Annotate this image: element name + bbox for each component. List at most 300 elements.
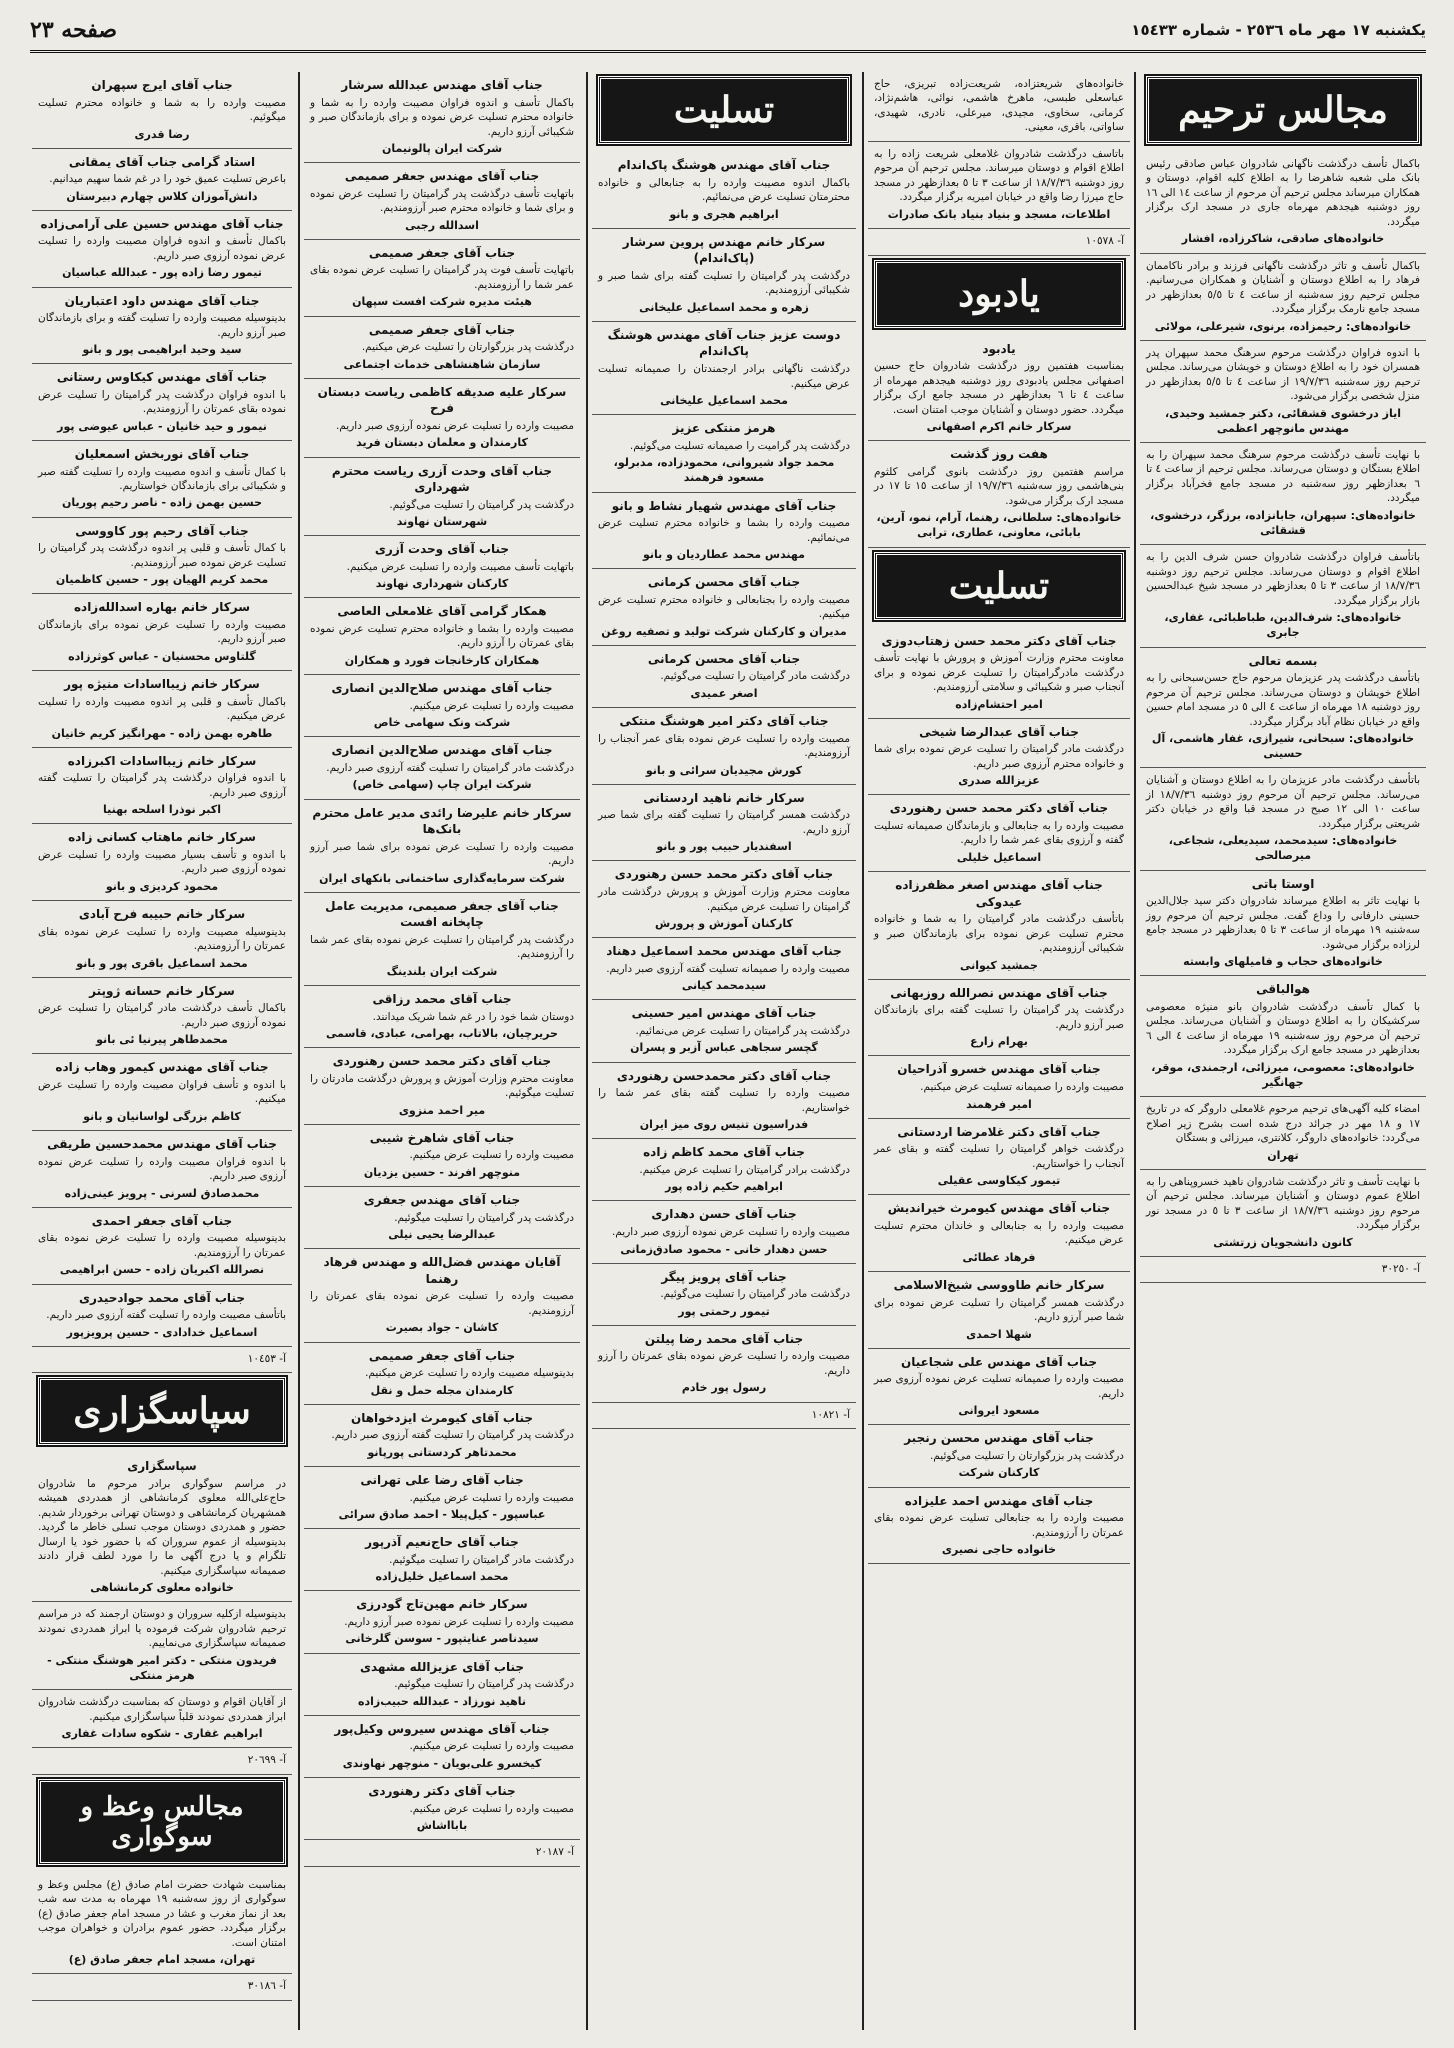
vaaz-ads: [32, 1873, 292, 2001]
notice-body: مصیبت وارده را تسلیت عرض نموده بقای عمر آنجناب را آرزومندیم.: [598, 732, 850, 760]
notice-ad: [32, 1285, 292, 1347]
notice-signature: تیمور کیکاوسی عقیلی: [937, 1174, 1061, 1188]
notice-ad: [304, 1654, 580, 1716]
notice-body: مصیبت وارده را تسلیت عرض میکنیم.: [409, 1491, 574, 1504]
notice-heading: جناب آقای جعفر صمیمی: [368, 245, 516, 260]
notice-ad: [592, 322, 856, 415]
notice-heading: جناب آقای مهندس کیمور وهاب زاده: [55, 1060, 269, 1075]
notice-ad: [304, 1249, 580, 1342]
notice-ad: [304, 458, 580, 537]
notice-ad: [868, 628, 1130, 719]
notice-ad: [32, 211, 292, 288]
notice-ad: [868, 719, 1130, 796]
notice-ad: [304, 1467, 580, 1529]
notice-body: باعرض تسلیت عمیق خود را در غم شما سهیم میدانیم.: [49, 173, 286, 186]
notice-body: مصیبت وارده را تسلیت عرض نموده بقای عمرتان را آرزومندیم.: [310, 1290, 574, 1317]
notice-body: درگذشت همسر گرامیتان را تسلیت عرض نموده برای شما صبر آرزو داریم.: [874, 1296, 1124, 1324]
notice-ad: [304, 163, 580, 240]
notice-signature: مدیران و کارکنان شرکت تولید و تصفیه روغن: [601, 624, 847, 638]
notice-signature: گچسر سجاهی عباس آزبر و پسران: [630, 1041, 818, 1055]
notice-signature: حسن دهدار خانی - محمود صادق‌زمانی: [620, 1242, 828, 1256]
notice-body: درگذشت پدر گرامیتان را تسلیت میگوئیم.: [394, 1678, 574, 1691]
column-2: [868, 72, 1130, 2030]
notice-body: مصیبت وارده را تسلیت عرض نموده آرزوی صبر داریم.: [611, 1226, 850, 1239]
notice-heading: جناب آقای رحیم پور کاووسی: [75, 523, 249, 538]
column-1: [1140, 72, 1426, 2030]
notice-ad: [1140, 768, 1426, 870]
notice-ad: [868, 980, 1130, 1057]
notice-heading: سرکار خانم بهاره اسدالله‌زاده: [73, 600, 251, 615]
notice-signature: امیر احتشام‌زاده: [955, 697, 1043, 711]
notice-body: با اندوه فراوان درگذشت پدر گرامیتان را تسلیت گفته آرزوی صبر داریم.: [38, 772, 286, 799]
notice-body: درگذشت خواهر گرامیتان را تسلیت گفته و بقای عمر آنجناب را خواستاریم.: [874, 1143, 1124, 1170]
sepasgozari-ads: [32, 1453, 292, 1775]
col5-ads: [32, 72, 292, 1373]
notice-body: مصیبت وارده را به جنابعالی و خاندان محترم تسلیت عرض میکنیم.: [874, 1219, 1124, 1247]
notice-body: مصیبت وارده را تسلیت عرض میکنیم.: [409, 1802, 574, 1815]
notice-ad: [1140, 341, 1426, 443]
notice-body: بمناسبت شهادت حضرت امام صادق (ع) مجلس وعظ و سوگواری از روز سه‌شنبه ١٩ مهرماه به مدت سه شب بعد از نماز مغرب و عشا در مسجد امام جعفر صادق (ع) برگزار میگردد. حضور عموم برادران و خواهران موجب امتنان است.: [38, 1878, 286, 1949]
column-rule: [298, 72, 300, 2030]
notice-heading: جناب آقای جعفر صمیمی: [368, 322, 516, 337]
notice-heading: جناب آقای دکتر رهنوردی: [368, 1783, 516, 1798]
notice-signature: بهرام زارع: [970, 1035, 1028, 1049]
ad-reference-code: آ- ١٠٨٢١: [592, 1403, 856, 1429]
masthead: [30, 10, 1426, 53]
notice-heading: جناب آقای مهندس محمد اسماعیل دهناد: [606, 944, 842, 959]
notice-signature: شهرستان نهاوند: [396, 515, 488, 529]
notice-ad: [304, 1591, 580, 1653]
notice-ad: [1140, 545, 1426, 647]
notice-body: با کمال تأسف و اندوه مصیبت وارده را تسلیت گفته صبر و شکیبائی برای بازماندگان خواستاریم.: [38, 465, 286, 492]
notice-ad: [868, 1425, 1130, 1487]
notice-signature: تیمور رحمتی پور: [678, 1304, 770, 1318]
notice-ad: [32, 748, 292, 825]
notice-heading: جناب آقای محمد جواد‌حیدری: [78, 1290, 245, 1305]
notice-ad: [32, 1602, 292, 1690]
notice-body: معاونت محترم وزارت آموزش و پرورش درگذشت مادرتان را تسلیت میگوئیم.: [310, 1072, 574, 1100]
notice-signature: سازمان شاهنشاهی خدمات اجتماعی: [343, 357, 541, 371]
notice-ad: [1140, 976, 1426, 1097]
notice-heading: جناب آقای پرویز پیگر: [661, 1269, 787, 1284]
notice-body: بدینوسیله ازکلیه سروران و دوستان ارجمند که در مراسم ترحیم شادروان شرکت فرموده یا ابراز همدردی نمودند صمیمانه سپاسگزاری می‌نماییم.: [38, 1608, 286, 1650]
notice-heading: دوست عزیز جناب آقای مهندس هوشنگ پاک‌اندام: [607, 327, 841, 359]
col2-tarhim-ads: [868, 72, 1130, 256]
notice-ad: [592, 1264, 856, 1326]
notice-heading: جناب آقای حاج‌نعیم آذرپور: [365, 1535, 519, 1550]
notice-signature: کیخسرو علی‌بویان - منوچهر نهاوندی: [342, 1756, 542, 1770]
notice-signature: تهران: [1267, 1148, 1299, 1162]
notice-body: مصیبت وارده را بشما و خانواده محترم تسلیت عرض می‌نمائیم.: [598, 517, 850, 544]
notice-body: باتهایت تأسف فوت پدر گرامیتان را تسلیت عرض نموده بقای عمر شما را آرزومندیم.: [310, 264, 574, 291]
notice-heading: جناب آقای حسن دهداری: [651, 1207, 797, 1222]
notice-ad: [32, 1208, 292, 1285]
notice-signature: مهندس محمد عطاردیان و بانو: [643, 548, 805, 562]
notice-signature: میر احمد منزوی: [398, 1103, 486, 1117]
notice-body: باکمال تأسف و اندوه فراوان مصیبت وارده را به شما و خانواده محترم تسلیت عرض نموده و برای بازماندگان صبر و شکیبائی آرزو داریم.: [310, 96, 574, 138]
notice-heading: جناب آقای محمد رضا پیلتن: [644, 1331, 804, 1346]
notice-ad: [32, 518, 292, 595]
notice-body: باکمال تأسف درگذشت ناگهانی شادروان عباس صادقی رئیس بانک ملی شعبه شاهرضا را به اطلاع کلیه اقوام، دوستان و همکاران میرساند مجلس ترحیم آن مرحوم از ساعت ١٤ الی ١٦ روز دوشنبه هیجدهم مهرماه جاری در مسجد ارک برگزار میگردد.: [1146, 158, 1420, 228]
notice-ad: [868, 441, 1130, 547]
notice-body: درگذشت پدر گرامیتان را تسلیت گفته برای شما صبر و شکیبائی آرزومندیم.: [598, 269, 850, 297]
notice-ad: [32, 1690, 292, 1748]
notice-signature: هیئت مدیره شرکت افست سپهان: [352, 295, 532, 309]
notice-body: مصیبت وارده را صمیمانه تسلیت عرض میکنیم.: [920, 1081, 1124, 1094]
notice-heading: جناب آقای کیومرث ایزدخواهان: [350, 1410, 534, 1425]
notice-heading: جناب آقای مهندس سیروس وکیل‌پور: [334, 1721, 550, 1736]
notice-heading: جناب آقای مهندس امیر حسینی: [631, 1006, 817, 1021]
col4-ads: [304, 72, 580, 1867]
notice-body: با کمال تأسف و قلبی پر اندوه درگذشت پدر گرامیتان را تسلیت عرض نموده صبر آرزومندیم.: [38, 542, 286, 569]
notice-body: با نهایت تاثر به اطلاع میرساند شادروان دکتر سید جلال‌الدین حسینی دارفانی را وداع گفت. مجلس ترحیم آن مرحوم روز سه‌شنبه ١٩ مهرماه از ساعت ٣ تا ٥ بعدازظهر در مسجد جامع لرزاده برگزار می‌شود.: [1146, 895, 1421, 951]
notice-ad: [304, 1343, 580, 1405]
notice-signature: نصرالله اکبریان زاده - حسن ابراهیمی: [59, 1263, 265, 1277]
notice-heading: جناب آقای دکتر محمد حسن رهنوردی: [889, 801, 1109, 816]
notice-body: مصیبت وارده را بشما و خانواده محترم تسلیت عرض نموده بقای عمرتان را آرزو داریم.: [310, 623, 574, 650]
notice-ad: [592, 708, 856, 785]
notice-heading: جناب آقای مهندس جعفری: [363, 1193, 521, 1208]
notice-ad: [304, 72, 580, 163]
notice-heading: اوستا باتی: [1251, 876, 1315, 891]
notice-signature: کانون دانشجویان زرتشتی: [1213, 1235, 1353, 1249]
notice-heading: جناب آقای جعفر احمدی: [91, 1213, 233, 1228]
notice-heading: جناب آقای مهندس صلاح‌الدین انصاری: [331, 681, 553, 696]
notice-heading: هرمز منتکی عزیز: [672, 421, 776, 436]
notice-signature: خانواده‌های: سیدمحمد، سیدیعلی، شجاعی، میرصالحی: [1168, 834, 1398, 863]
notice-ad: [32, 364, 292, 441]
notice-body: مصیبت وارده را تسلیت عرض نموده برای شما صبر آرزو داریم.: [310, 840, 574, 868]
ad-reference-code: آ- ٣٠٢٥٠: [1140, 1257, 1426, 1283]
notice-heading: جناب آقای محسن کرمانی: [647, 651, 801, 666]
notice-signature: کارکنان آموزش و پرورش: [655, 917, 793, 930]
notice-body: مصیبت وارده را تسلیت عرض نموده صبر آرزو داریم.: [344, 1615, 574, 1628]
notice-body: باتهایت تأسف مصیبت وارده را تسلیت عرض میکنیم.: [346, 560, 574, 573]
notice-signature: همکاران کارخانجات فورد و همکاران: [344, 653, 540, 667]
notice-signature: خانواده حاجی نصیری: [941, 1543, 1057, 1557]
banner-tarhim: مجالس ترحيم: [1146, 76, 1420, 144]
banner-yadbood: يادبود: [874, 260, 1124, 328]
notice-signature: شرکت ایران بلندینگ: [386, 964, 498, 978]
banner-tasliat-1: تسليت: [598, 76, 850, 144]
notice-body: مصیبت وارده را تسلیت عرض میکنیم.: [409, 699, 574, 712]
column-5: [32, 72, 292, 2030]
notice-signature: خانواده‌های: سبحانی، شیرازی، غفار هاشمی، آل حسینی: [1151, 732, 1415, 761]
col2-yadbood-ads: [868, 336, 1130, 548]
notice-ad: [1140, 1170, 1426, 1257]
notice-body: درگذشت پدر گرامیتان را تسلیت می‌گوئیم.: [389, 498, 574, 511]
notice-heading: جناب آقای مهندس هوشنگ پاک‌اندام: [617, 158, 831, 172]
notice-body: بدینوسیله مصیبت وارده را تسلیت عرض نموده بقای عمرتان را آرزومندیم.: [38, 1232, 286, 1259]
notice-signature: مسعود ایروانی: [958, 1404, 1040, 1418]
notice-heading: سرکار خانم مهین‌تاج گودرزی: [356, 1597, 528, 1612]
notice-signature: ابراهیم غفاری - شکوه سادات غفاری: [61, 1727, 263, 1741]
notice-heading: جناب آقای عزیزالله مشهدی: [359, 1659, 525, 1674]
notice-body: با اندوه فراوان درگذشت مرحوم سرهنگ محمد سپهران پدر همسران خود را به اطلاع دوستان و خویشان می‌رساند. مجلس ترحیم روز سه‌شنبه ١٩/٧/٣٦ از ساعت ٤ تا ٥/٥ بعدازظهر در منزل شخصی برگزار می‌شود.: [1146, 346, 1421, 403]
notice-heading: جناب آقای مهندس نصرالله روزبهانی: [890, 985, 1108, 1000]
notice-heading: جناب آقای وحدت آزری: [374, 542, 510, 557]
notice-signature: رسول پور خادم: [681, 1381, 767, 1395]
notice-heading: جناب آقای دکتر غلامرضا اردستانی: [897, 1124, 1101, 1139]
notice-body: درگذشت ناگهانی برادر ارجمندتان را صمیمانه تسلیت عرض میکنیم.: [598, 363, 850, 390]
notice-body: درگذشت پدر بزرگوارتان را تسلیت می‌گوئیم.: [929, 1449, 1124, 1462]
notice-body: با اندوه فراوان مصیبت وارده را تسلیت عرض نموده آرزوی صبر داریم.: [38, 1155, 286, 1183]
notice-body: با کمال تأسف درگذشت شادروان بانو منیژه معصومی سرکشیکان را به اطلاع دوستان و آشنایان می‌رساند. مجلس ترحیم آن مرحوم روز سه‌شنبه ١٩ مهرماه از ساعت ٤ الی ٦ بعدازظهر در مسجد جامع ارک برگزار میگردد.: [1146, 1000, 1420, 1057]
notice-ad: [32, 1054, 292, 1131]
notice-body: باتأسف درگذشت پدر عزیزمان مرحوم حاج حسن‌سبحانی را به اطلاع خویشان و دوستان می‌رساند. مجلس ترحیم آن مرحوم روز دوشنبه ١٨ مهرماه از ساعت ٤ الی ٥ در مسجد امام حسین واقع در خیابان نظام آباد برگزار میگردد.: [1146, 672, 1421, 728]
banner-tasliat-2: تسليت: [874, 552, 1124, 620]
notice-ad: [592, 1000, 856, 1062]
notice-heading: سرکار خانم زیبااسادات منیژه پور: [64, 677, 260, 692]
notice-ad: [1140, 254, 1426, 341]
notice-heading: سرکار خانم ماهتاب کسانی زاده: [68, 830, 256, 845]
notice-body: مصیبت وارده را به جنابعالی تسلیت عرض نموده بقای عمرتان را آرزومندیم.: [874, 1512, 1124, 1539]
notice-heading: جناب آقای مهندس صلاح‌الدین انصاری: [331, 743, 553, 758]
notice-heading: هوالباقی: [1256, 982, 1310, 997]
notice-heading: جناب آقای رضا علی تهرانی: [360, 1472, 524, 1487]
notice-signature: محمدطاهر پیرنیا ئی بانو: [96, 1033, 228, 1047]
notice-ad: [592, 493, 856, 570]
notice-signature: حسین بهمن زاده - ناصر رحیم پوریان: [61, 496, 263, 510]
notice-ad: [304, 598, 580, 675]
notice-heading: جناب آقای دکتر محمدحسن رهنوردی: [616, 1068, 832, 1083]
notice-heading: جناب آقای مهندس حسین علی آرامی‌زاده: [40, 216, 284, 231]
notice-ad: [592, 646, 856, 708]
notice-signature: اکبر نوذرا اسلحه بهنیا: [103, 803, 221, 817]
notice-body: درگذشت پدر گرامیت را صمیمانه تسلیت می‌گوئیم.: [629, 439, 850, 452]
notice-body: با اندوه و تأسف فراوان مصیبت وارده را تسلیت عرض میکنیم.: [38, 1079, 286, 1106]
notice-signature: منوچهر افرند - حسین یزدیان: [363, 1165, 521, 1179]
column-4: [304, 72, 580, 2030]
col1-ads: [1140, 152, 1426, 1283]
page-number: صفحه ٢٣: [30, 17, 118, 43]
notice-signature: کاشان - جواد بصیرت: [385, 1321, 499, 1335]
notice-body: در مراسم سوگواری برادر مرحوم ما شادروان حاج‌علی‌الله معلوی کرمانشاهی از همدردی همیشه همشهریان کرمانشاهی و دوستان تهرانی برخوردار شدیم. حضور و همدردی دوستان موجب تسلی خاطر ما گردید. بدینوسیله از عموم سروران که با حضور خود یا ارسال تلگرام و یا درج آگهی ما را مورد لطف قرار دادند صمیمانه سپاسگزاری میکنیم.: [38, 1477, 286, 1577]
notice-signature: کورش مجیدیان سرائی و بانو: [645, 763, 803, 777]
notice-ad: [1140, 152, 1426, 254]
notice-ad: [304, 1125, 580, 1187]
notice-heading: سرکار خانم زیبااسادات اکبرزاده: [67, 753, 257, 768]
notice-signature: رضا قدری: [134, 127, 190, 141]
notice-ad: [1140, 648, 1426, 769]
notice-signature: محمد کریم الهیان پور - حسین کاظمیان: [55, 573, 269, 587]
notice-heading: سرکار علیه صدیقه کاظمی ریاست دبستان فرح: [317, 384, 567, 416]
notice-signature: شرکت ونک سهامی خاص: [373, 716, 511, 730]
notice-body: با اندوه و تأسف بسیار مصیبت وارده را تسلیت عرض نموده آرزوی صبر داریم.: [38, 848, 286, 876]
notice-body: مصیبت وارده را تسلیت عرض نموده برای بازماندگان صبر آرزو داریم.: [38, 618, 286, 646]
notice-body: امضاء کلیه آگهی‌های ترحیم مرحوم غلامعلی داروگر که در تاریخ ١٧ و ١٨ مهر در جرائد درج شده است بشرح زیر اصلاح می‌گردد: خانواده‌های داروگر، کلانتری، میرزائی و بستگان: [1146, 1103, 1421, 1145]
notice-body: مصیبت وارده را صمیمانه تسلیت عرض نموده آرزوی صبر داریم.: [874, 1373, 1124, 1400]
notice-signature: امیر فرهمند: [966, 1097, 1032, 1111]
notice-signature: اسفندیار حبیب پور و بانو: [656, 840, 792, 854]
notice-body: معاونت محترم وزارت آموزش و پرورش درگذشت مادر گرامیتان را تسلیت عرض میکنیم.: [598, 886, 850, 913]
notice-signature: اسماعیل خدادادی - حسین پرویزپور: [66, 1325, 258, 1339]
notice-body: درگذشت مادر گرامیتان را تسلیت می‌گوئیم.: [660, 670, 850, 683]
notice-body: باکمال تأسف درگذشت مادر گرامیتان را تسلیت عرض نموده آرزوی صبر داریم.: [38, 1002, 286, 1029]
notice-body: مصیبت وارده را تسلیت گفته بقای عمر شما را خواستاریم.: [598, 1087, 850, 1114]
notice-signature: کارمندان و معلمان دبستان فرید: [356, 436, 528, 450]
notice-signature: فرهاد عطائی: [962, 1250, 1036, 1264]
notice-body: درگذشت مادر گرامیتان را تسلیت گفته آرزوی صبر داریم.: [326, 761, 574, 774]
notice-signature: خانواده‌های: سلطانی، رهنما، آرام، نمو، آرین، بابائی، معاونی، عطاری، ترابی: [876, 511, 1122, 540]
notice-heading: سرکار خانم ناهید اردستانی: [643, 790, 805, 805]
notice-heading: جناب آقای دکتر محمد حسن زهتاب‌دوزی: [881, 633, 1117, 648]
notice-heading: جناب آقای وحدت آزری ریاست محترم شهرداری: [331, 463, 553, 495]
notice-heading: هفت روز گذشت: [950, 447, 1048, 462]
notice-ad: [32, 901, 292, 978]
notice-body: درگذشت پدر بزرگوارتان را تسلیت عرض میکنیم.: [361, 341, 574, 354]
notice-heading: جناب آقای مهندس جعفر صمیمی: [344, 169, 540, 184]
notice-ad: [32, 288, 292, 365]
notice-body: باکمال تأسف و قلبی پر اندوه مصیبت وارده را تسلیت عرض میکنیم.: [38, 695, 286, 723]
notice-ad: [868, 795, 1130, 872]
notice-body: بمناسبت هفتمین روز درگذشت شادروان حاج حسین اصفهانی مجلس یادبودی روز دوشنبه هیجدهم مهرماه از ساعت ٤ تا ٦ بعدازظهر در مسجد جامع ارک برگزار میگردد. حضور دوستان و آشنایان موجب امتنان است.: [874, 360, 1124, 416]
notice-signature: محمد اسماعیل خلیل‌زاده: [375, 1570, 509, 1584]
notice-signature: خانواده‌های: سپهران، جابانزاده، برزگر، درخشوی، قشقائی: [1150, 508, 1416, 538]
notice-ad: [32, 1873, 292, 1975]
notice-body: درگذشت پدر گرامیتان را تسلیت عرض می‌نمائیم.: [635, 1024, 850, 1037]
ad-reference-code: آ- ٢٠٦٩٩: [32, 1748, 292, 1774]
notice-signature: سیدناصر عنایتپور - سوسن گلرخانی: [345, 1632, 539, 1646]
notice-signature: خانواده‌های: شرف‌الدین، طباطبائی، غفاری، جابری: [1164, 611, 1402, 640]
notice-ad: [32, 978, 292, 1055]
notice-signature: شرکت ایران چاپ (سهامی خاص): [352, 778, 532, 792]
notice-ad: [32, 824, 292, 901]
col3-ads: [592, 152, 856, 1429]
notice-body: از آقایان اقوام و دوستان که بمناسبت درگذشت شادروان ابراز همدردی نمودند قلباً سپاسگزاری میکنیم.: [38, 1696, 286, 1723]
notice-signature: محمدتاهر کردستانی پورپانو: [367, 1445, 517, 1459]
column-rule: [862, 72, 864, 2030]
notice-ad: [868, 872, 1130, 980]
notice-signature: اطلاعات، مسجد و بنیاد بنیاد بانک صادرات: [887, 207, 1111, 221]
notice-heading: بسمه تعالی: [1248, 653, 1318, 668]
col2-tasliat-ads: [868, 628, 1130, 1565]
notice-body: باتأسف درگذشت مادر گرامیتان را به شما و خانواده محترم تسلیت عرض نموده برای بازماندگان صبر و شکیبائی آرزومندیم.: [874, 913, 1124, 955]
notice-signature: فریدون منتکی - دکتر امیر هوشنگ منتکی - هرمز منتکی: [47, 1653, 277, 1682]
notice-signature: فدراسیون تنیس روی میز ایران: [639, 1118, 809, 1132]
notice-ad: [592, 1063, 856, 1140]
notice-body: درگذشت برادر گرامیتان را تسلیت عرض میکنیم.: [639, 1163, 850, 1176]
notice-ad: [868, 1488, 1130, 1565]
notice-signature: کارکنان شرکت: [958, 1466, 1040, 1480]
notice-heading: جناب آقای محسن کرمانی: [647, 575, 801, 590]
notice-heading: آقایان مهندس فضل‌الله و مهندس فرهاد رهنما: [323, 1255, 561, 1286]
notice-ad: [1140, 443, 1426, 545]
notice-signature: حریرچیان، بالاتاب، بهرامی، عبادی، قاسمی: [326, 1027, 558, 1041]
ad-reference-code: آ- ٢٠١٨٧: [304, 1840, 580, 1866]
notice-signature: محمد اسماعیل علیخانی: [660, 393, 788, 407]
notice-signature: خانواده‌های حجاب و فامیلهای وابسته: [1183, 955, 1383, 969]
ad-reference-code: آ- ٣٠١٨٦: [32, 1974, 292, 2000]
notice-signature: سید وحید ابراهیمی پور و بانو: [82, 343, 242, 357]
notice-body: با نهایت تأسف و تاثر درگذشت شادروان ناهید خسروپناهی را به اطلاع عموم دوستان و آشنایان میرساند. مجلس ترحیم آن مرحوم روز دوشنبه ١٨/٧/٣٦ از ساعت ٣ تا ٥ در مسجد نور برگزار میگردد.: [1146, 1175, 1420, 1232]
notice-signature: شهلا احمدی: [966, 1327, 1032, 1341]
notice-ad: [1140, 1097, 1426, 1170]
notice-signature: اسماعیل خلیلی: [956, 850, 1042, 864]
notice-signature: ایاز درخشوی قشقائی، دکتر جمشید وحیدی، مهندس مانوچهر اعظمی: [1164, 406, 1402, 435]
notice-signature: محمدصادق لسرنی - پرویز عینی‌زاده: [64, 1186, 260, 1200]
notice-ad: [32, 1131, 292, 1208]
notice-signature: تهران، مسجد امام جعفر صادق (ع): [68, 1953, 256, 1967]
notice-ad: [304, 1716, 580, 1778]
notice-ad: [304, 1529, 580, 1591]
notice-ad: [304, 1778, 580, 1840]
notice-heading: جناب آقای جعفر صمیمی: [368, 1348, 516, 1363]
notice-ad: [868, 336, 1130, 442]
notice-body: درگذشت مادر گرامیتان را تسلیت عرض نموده برای شما و خانواده محترم آرزوی صبر داریم.: [874, 743, 1124, 770]
notice-signature: شرکت سرمایه‌گذاری ساختمانی بانکهای ایران: [319, 871, 565, 885]
notice-heading: جناب آقای شاهرخ شیبی: [369, 1130, 515, 1145]
notice-signature: عبدالرضا یحیی نیلی: [388, 1228, 496, 1242]
notice-signature: گلتاوس محسنیان - عباس کوثرزاده: [68, 649, 256, 663]
notice-heading: سپاسگزاری: [127, 1459, 197, 1474]
notice-signature: خانواده‌های: معصومی، میرزائی، ارجمندی، موقر، جهانگیر: [1151, 1060, 1415, 1089]
notice-body: درگذشت پدر گرامیتان را تسلیت گفته آرزوی صبر داریم.: [331, 1429, 574, 1442]
notice-signature: خانواده‌های صادقی، شاکرزاده، افشار: [1181, 232, 1385, 246]
notice-ad: [868, 1195, 1130, 1272]
notice-body: باتهایت تأسف درگذشت پدر گرامیتان را تسلیت عرض نموده و برای شما و خانواده محترم صبر آرزومندیم.: [310, 187, 574, 215]
notice-heading: جناب آقای جعفر صمیمی، مدیریت عامل چاپخانه افست: [325, 898, 559, 930]
notice-ad: [868, 1349, 1130, 1426]
column-3: [592, 72, 856, 2030]
notice-ad: [304, 240, 580, 317]
notice-ad: [304, 1187, 580, 1249]
notice-ad: [1140, 871, 1426, 977]
notice-signature: زهره و محمد اسماعیل علیخانی: [639, 300, 809, 314]
notice-ad: [868, 1056, 1130, 1118]
notice-body: درگذشت همسر گرامیتان را تسلیت گفته برای شما صبر آرزو داریم.: [598, 809, 850, 836]
notice-heading: جناب آقای مهندس عبدالله سرشار: [341, 78, 543, 92]
dateline: يكشنبه ١٧ مهر ماه ٢٥٣٦ - شماره ١٥٤٣٣: [1131, 21, 1426, 39]
notice-body: خانواده‌های شریعتزاده، شریعت‌زاده تبریزی، حاج عباسعلی طبسی، ماهرخ هاشمی، نوائی، هاشم‌نژاد، کرمانی، سخاوی، مجیدی، میرعلی، نادری، شهیدی، ساواتی، باقری، معینی.: [874, 78, 1124, 134]
notice-ad: [592, 569, 856, 646]
notice-ad: [304, 800, 580, 893]
notice-ad: [32, 149, 292, 211]
notice-heading: استاد گرامی جناب آقای یمقانی: [68, 154, 256, 169]
notice-body: درگذشت پدر گرامیتان را تسلیت گفته برای بازماندگان صبر آرزو داریم.: [874, 1004, 1124, 1031]
notice-ad: [592, 152, 856, 229]
notice-body: با اندوه فراوان درگذشت پدر گرامیتان را تسلیت عرض نموده بقای عمرتان را آرزومندیم.: [38, 388, 286, 416]
notice-heading: جناب آقای مهندس داود اعتباریان: [64, 293, 260, 308]
notice-ad: [32, 72, 292, 149]
notice-heading: جناب آقای عبدالرضا شیخی: [919, 724, 1079, 739]
notice-heading: سرکار خانم حسانه ژوپتر: [89, 983, 235, 998]
notice-heading: همکار گرامی آقای غلامعلی العاصی: [337, 604, 547, 619]
notice-body: مصیبت وارده را به جنابعالی و بازماندگان صمیمانه تسلیت گفته و آرزوی بقای عمر شما را داریم.: [874, 819, 1124, 847]
notice-body: مصیبت وارده را تسلیت عرض میکنیم.: [409, 1740, 574, 1753]
column-rule: [1134, 72, 1136, 2030]
notice-heading: جناب آقای مهندس احمد علیزاده: [904, 1493, 1094, 1508]
notice-ad: [868, 142, 1130, 229]
notice-signature: نیمور و حید خانیان - عباس عیوضی پور: [57, 419, 267, 433]
notice-body: مصیبت وارده را صمیمانه تسلیت گفته آرزوی صبر داریم.: [606, 962, 850, 975]
notice-body: مصیبت وارده را تسلیت عرض نموده آرزوی صبر داریم.: [335, 419, 574, 432]
notice-signature: سرکار خانم اکرم اصفهانی: [926, 420, 1072, 434]
notice-heading: جناب آقای مهندس محسن رنجبر: [904, 1431, 1094, 1446]
notice-signature: تیمور رضا زاده پور - عبدالله عباسیان: [62, 266, 262, 280]
notice-heading: جناب آقای دکتر محمد حسن رهنوردی: [332, 1054, 552, 1069]
notice-ad: [592, 1201, 856, 1263]
notice-body: باکمال تأسف و تاثر درگذشت ناگهانی فرزند و برادر ناکاممان فرهاد را به اطلاع دوستان و آشنایان و همکاران می‌رسانیم. مجلس ترحیم روز سه‌شنبه از ساعت ٤ تا ٥/٥ بعدازظهر در مسجد جامع نارمک برگزار میگردد.: [1146, 259, 1421, 316]
notice-body: مراسم هفتمین روز درگذشت بانوی گرامی کلثوم بنی‌هاشمی روز سه‌شنبه ١٩/٧/٣٦ از ساعت ١٥ تا ١٧ در مسجد ارک برگزار می‌شود.: [874, 465, 1125, 507]
notice-body: باتأسف فراوان درگذشت شادروان حسن شرف الدین را به اطلاع اقوام و دوستان می‌رساند. مجلس ترحیم روز دوشنبه ١٨/٧/٣٦ از ساعت ٣ تا ٥ بعدازظهر در مسجد شیخ عبدالحسین بازار برگزار میگردد.: [1146, 551, 1421, 607]
notice-heading: جناب آقای ایرج سپهران: [91, 78, 233, 92]
banner-vaaz: مجالس وعظ و سوگواری: [38, 1779, 286, 1865]
notice-heading: سرکار خانم مهندس پروین سرشار (پاک‌اندام): [622, 234, 826, 266]
notice-signature: محمود کردیزی و بانو: [105, 879, 219, 893]
notice-ad: [592, 1326, 856, 1403]
column-rule: [586, 72, 588, 2030]
